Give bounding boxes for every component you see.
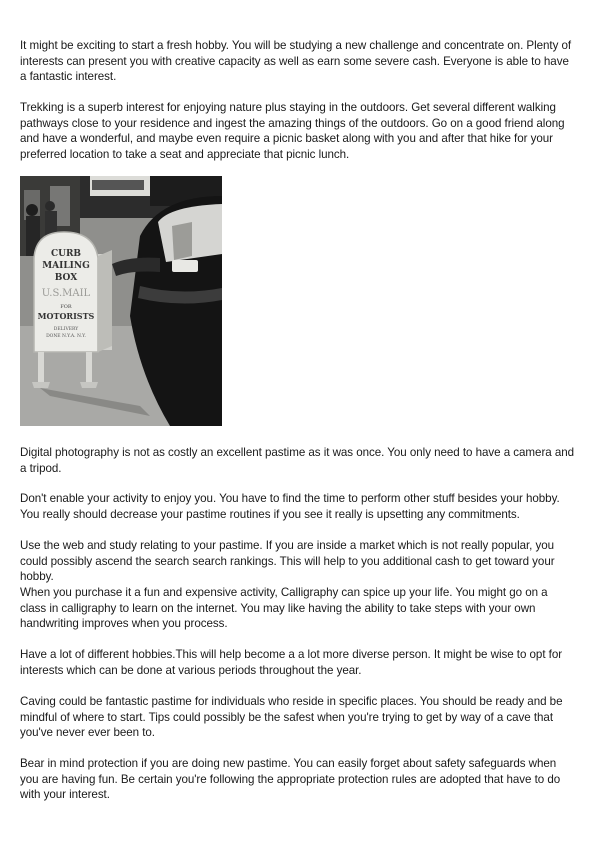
paragraph-web-research: Use the web and study relating to your pastime. If you are inside a market which is not really popular, you could possibly ascend the search search rankings. This will help to you additional cash to get toward your hobby. — [20, 539, 555, 584]
paragraph-protection: Bear in mind protection if you are doing new pastime. You can easily forget about safety safeguards when you are having fun. Be certain you're following the appropriate protection rules are adopted that have to do with your interest. — [20, 757, 561, 802]
sign-text-for: FOR — [60, 304, 72, 310]
paragraph-trekking: Trekking is a superb interest for enjoying nature plus staying in the outdoors. Get several different walking pathways close to your residence and ingest the amazing things of the outdoors. Go on a good friend along and have a wonderful, and maybe even require a picnic basket along with you and after that hike for your preferred location to take a seat and appreciate that picnic lunch. — [20, 101, 565, 161]
sign-text-box: BOX — [54, 273, 78, 283]
sign-text-mailing: MAILING — [42, 261, 90, 271]
curb-mailbox-photo — [20, 176, 222, 426]
paragraph-intro: It might be exciting to start a fresh hobby. You will be studying a new challenge and concentrate on. Plenty of interests can present you with creative capacity as well as earn some severe cash. Everyone is able to have a fantastic interest. — [20, 39, 572, 84]
paragraph-different-hobbies: Have a lot of different hobbies.This will help become a a lot more diverse person. It might be wise to opt for interests which can be done at various periods throughout the year. — [20, 648, 563, 677]
sign-text-delivery: DELIVERY — [53, 327, 79, 332]
paragraph-activity: Don't enable your activity to enjoy you. You have to find the time to perform other stuff besides your hobby. You really should decrease your pastime routines if you see it really is upsetting any commitments. — [20, 492, 560, 521]
sign-text-done: DONE N.Y.A. N.Y. — [46, 334, 86, 339]
sign-text-motorists: MOTORISTS — [37, 311, 95, 321]
sign-text-usmail: U.S.MAIL — [41, 288, 91, 299]
paragraph-calligraphy: When you purchase it a fun and expensive activity, Calligraphy can spice up your life. You might go on a class in calligraphy to learn on the internet. You may like having the ability to take steps with your own handwriting improves when you process. — [20, 586, 548, 631]
paragraph-photography: Digital photography is not as costly an excellent pastime as it was once. You only need to have a camera and a tripod. — [20, 446, 575, 475]
sign-text-curb: CURB — [50, 249, 82, 259]
paragraph-caving: Caving could be fantastic pastime for individuals who reside in specific places. You should be ready and be mindful of where to start. Tips could possibly be the safest when you're trying to get by way of a cave that you've never ever been to. — [20, 695, 563, 740]
